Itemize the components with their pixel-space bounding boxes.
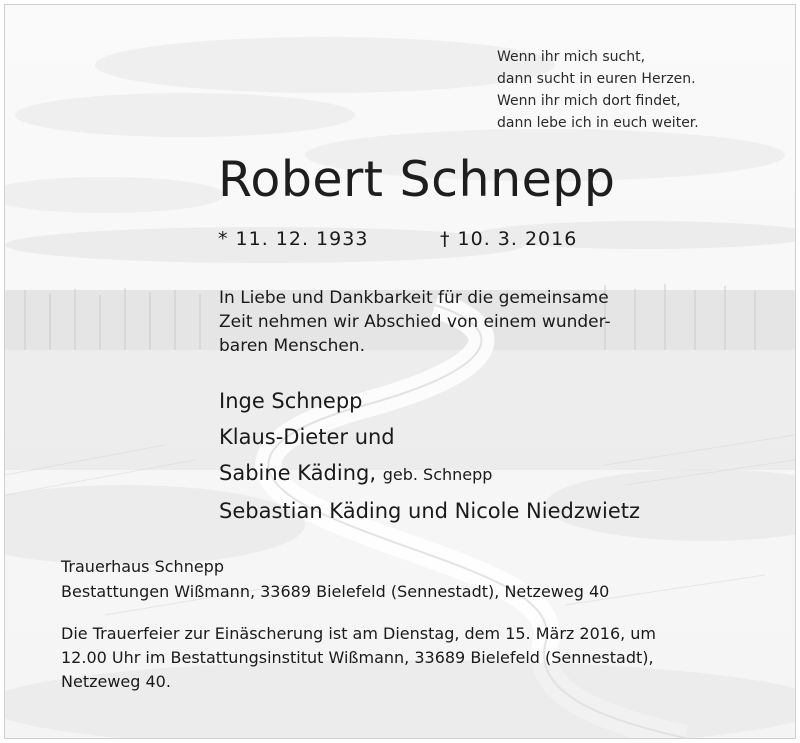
farewell-line: baren Menschen. [219, 336, 365, 356]
mourners-list [219, 383, 640, 529]
farewell-line: Zeit nehmen wir Abschied von einem wunder- [219, 312, 611, 332]
farewell-line: In Liebe und Dankbarkeit für die gemeinsame [219, 288, 609, 308]
death-date: † 10. 3. 2016 [440, 228, 578, 250]
poem [497, 46, 757, 134]
ceremony-line: 12.00 Uhr im Bestattungsinstitut Wißmann, 33689 Bielefeld (Sennestadt), [61, 648, 654, 667]
birth-date: * 11. 12. 1933 [218, 228, 369, 250]
house-address: Bestattungen Wißmann, 33689 Bielefeld (Sennestadt), Netzeweg 40 [61, 582, 610, 601]
deceased-name: Robert Schnepp [218, 151, 616, 208]
ceremony-line: Netzeweg 40. [61, 672, 171, 691]
mourner-name: Klaus-Dieter und [219, 425, 395, 449]
mourner-name [219, 455, 640, 493]
poem-line: dann sucht in euren Herzen. [497, 71, 696, 87]
poem-line: dann lebe ich in euch weiter. [497, 115, 699, 131]
house-title: Trauerhaus Schnepp [61, 557, 224, 576]
farewell-text [219, 286, 611, 358]
mourning-house [61, 554, 609, 604]
mourner-name-main: Sabine Käding, [219, 461, 377, 485]
ceremony-notice [61, 622, 741, 694]
poem-line: Wenn ihr mich sucht, [497, 49, 646, 65]
ceremony-line: Die Trauerfeier zur Einäscherung ist am Dienstag, dem 15. März 2016, um [61, 624, 657, 643]
maiden-name: geb. Schnepp [382, 465, 493, 484]
mourner-name: Sebastian Käding und Nicole Niedzwietz [219, 499, 641, 523]
mourner-name: Inge Schnepp [219, 389, 363, 413]
poem-line: Wenn ihr mich dort findet, [497, 93, 681, 109]
